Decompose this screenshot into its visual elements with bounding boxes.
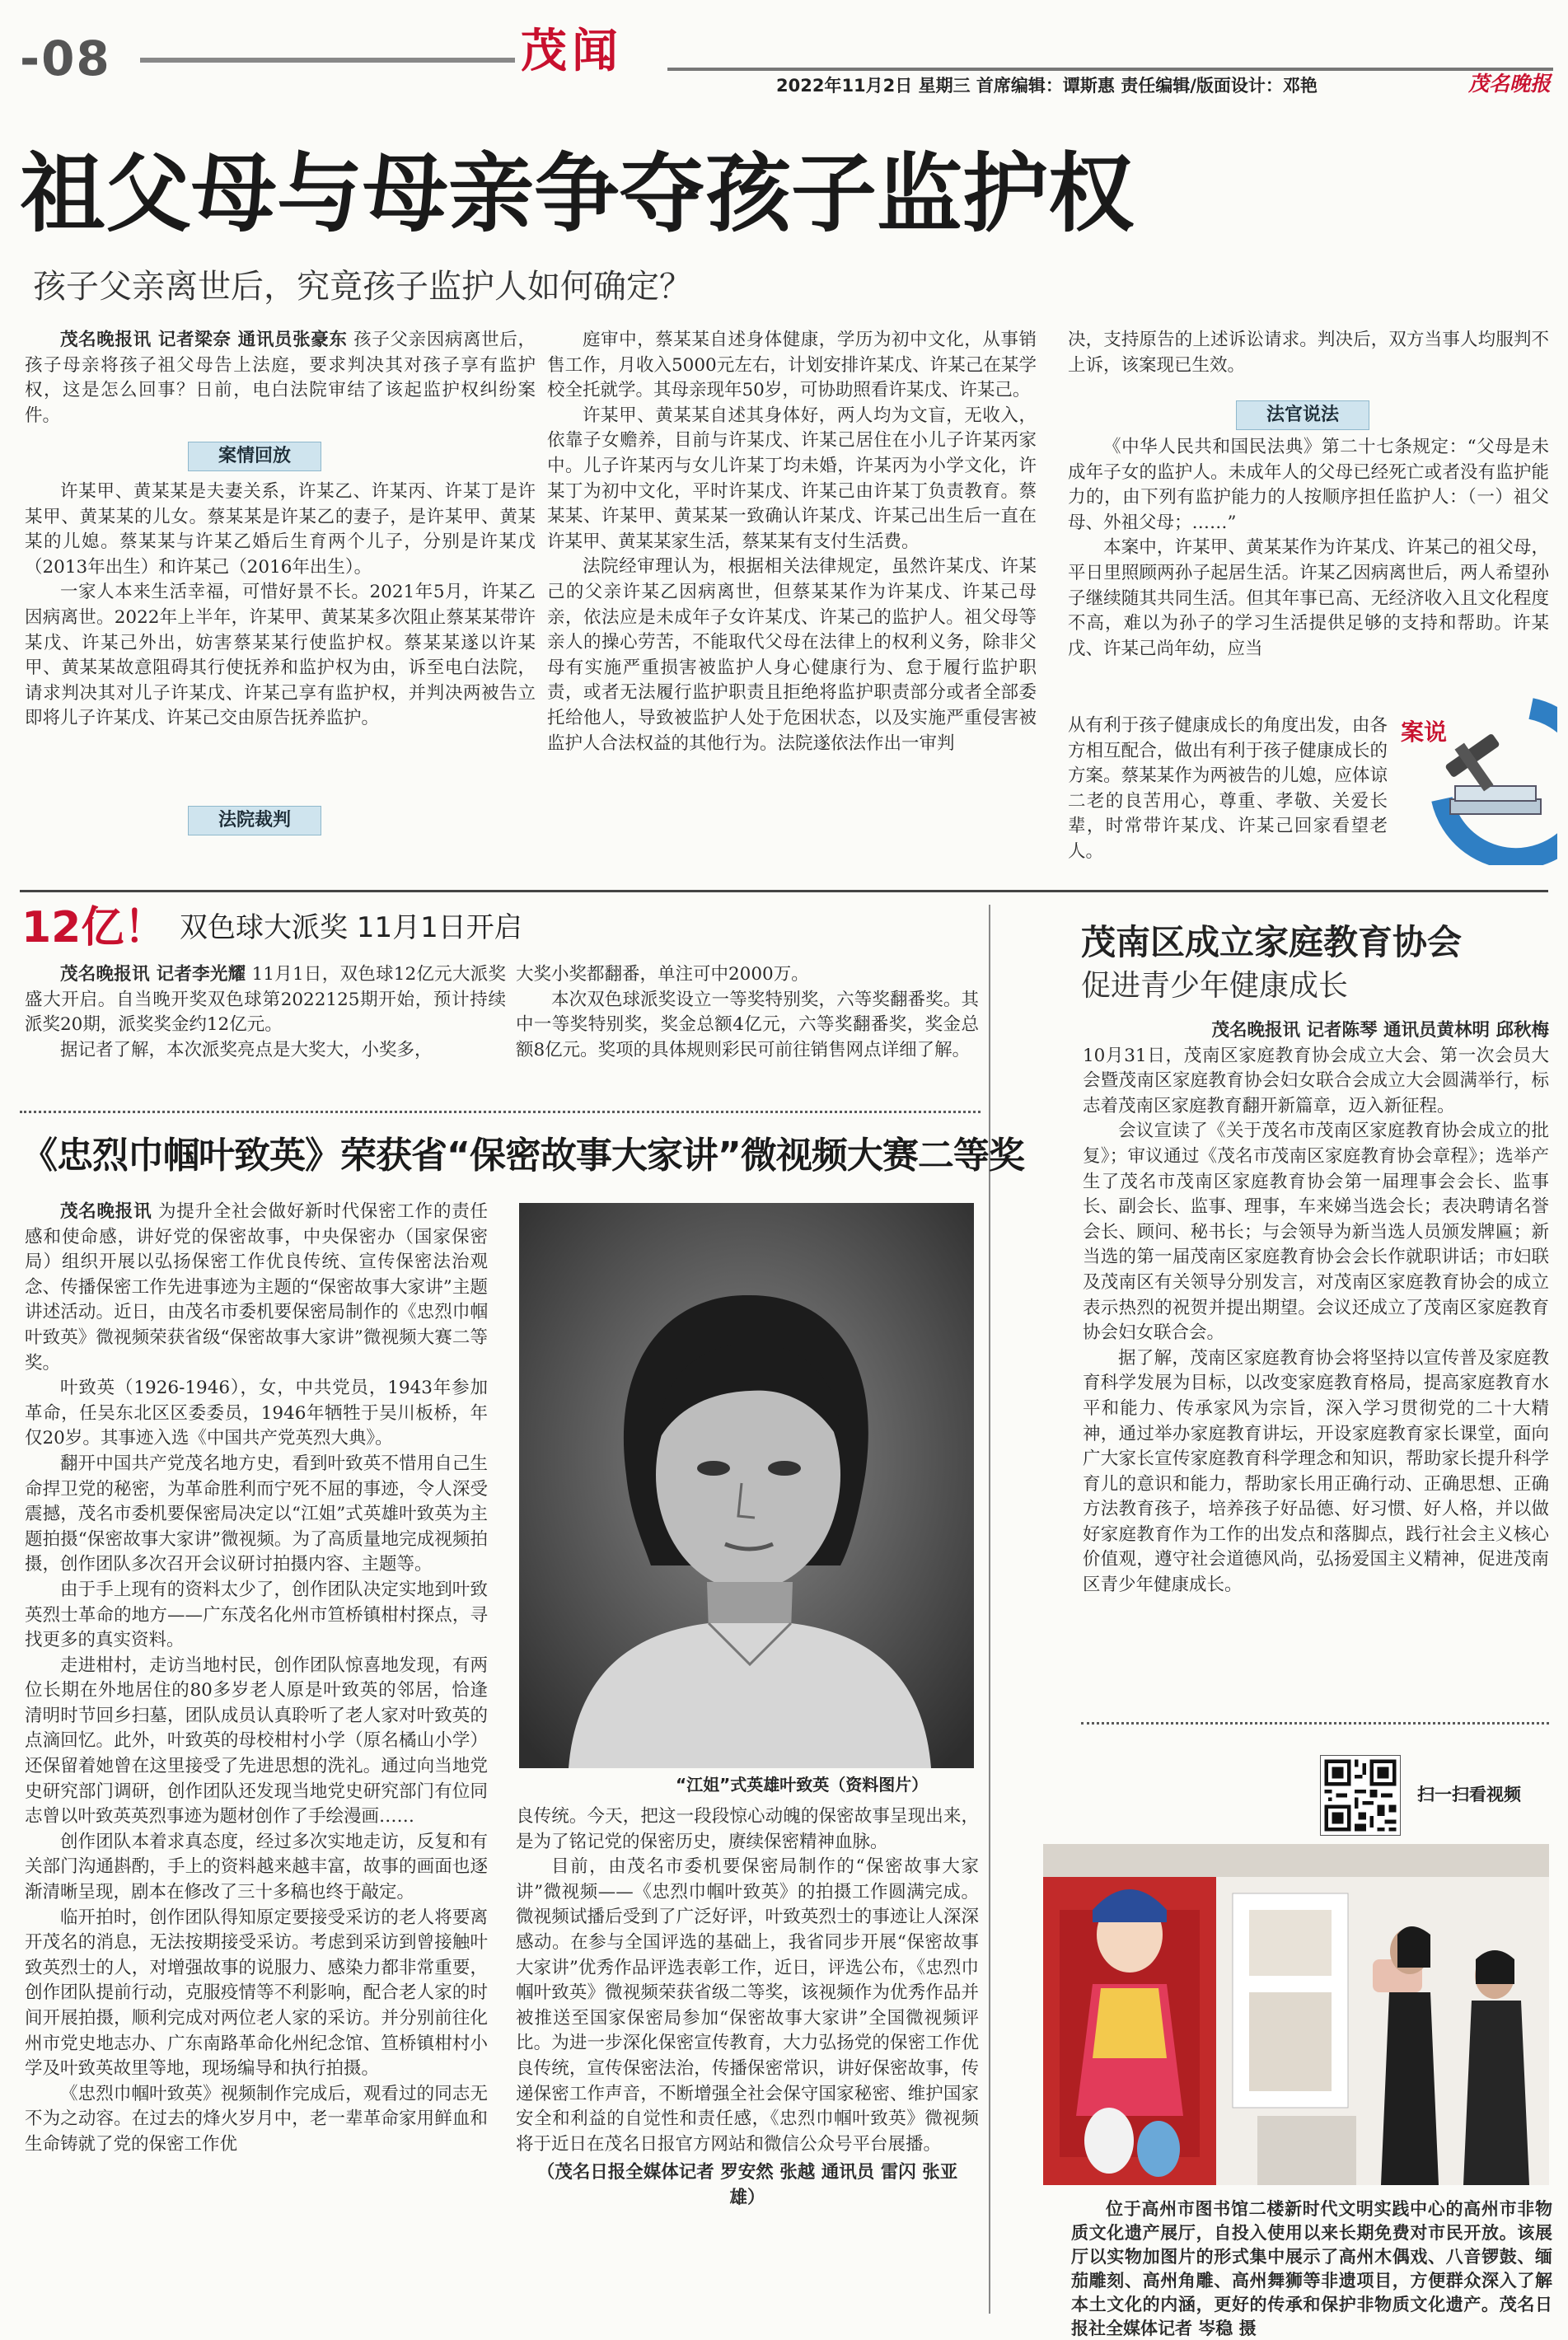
education-subtitle: 促进青少年健康成长 [1081,969,1349,1003]
paragraph: 11月1日，双色球12亿元大派奖盛大开启。自当晚开奖双色球第2022125期开始，预计持续派奖20期，派奖奖金约12亿元。 [25,964,506,1036]
icon-text: 案说 [1401,718,1448,746]
award-col1 [25,1200,488,2158]
education-body [1083,1018,1549,1598]
paragraph: 翻开中国共产党茂名地方史，看到叶致英不惜用自己生命捍卫党的秘密，为革命胜利而宁死不屈的事迹，令人深受震撼，茂名市委机要保密局决定以“江姐”式英雄叶致英为主题拍摄“保密故事大家讲”微视频。为了高质量地完成视频拍摄，创作团队多次召开会议研讨拍摄内容、主题等。 [25,1453,488,1575]
dotted-divider [20,1111,981,1113]
tag-court-ruling: 法院裁判 [188,806,321,835]
award-title: 《忠烈巾帼叶致英》荣获省“保密故事大家讲”微视频大赛二等奖 [21,1135,1024,1177]
lead-text: 孩子父亲因病离世后，孩子母亲将孩子祖父母告上法庭，要求判决其对孩子享有监护权，这是怎么回事？日前，电白法院审结了该起监护权纠纷案件。 [25,330,536,426]
paragraph: 良传统。今天，把这一段段惊心动魄的保密故事呈现出来，是为了铭记党的保密历史，赓续保密精神血脉。 [516,1806,979,1852]
paragraph: 法院经审理认为，根据相关法律规定，虽然许某戊、许某己的父亲许某乙因病离世，但蔡某某作为许某戊、许某己母亲，依法应是未成年子女许某戊、许某己的监护人。祖父母等亲人的操心劳苦，不能取代父母在法律上的权利义务，除非父母有实施严重损害被监护人身心健康行为、怠于履行监护职责，或者无法履行监护职责且拒绝将监护职责部分或者全部委托给他人，导致被监护人处于危困状态，以及实施严重侵害被监护人合法权益的其他行为。法院遂依法作出一审判 [547,556,1037,754]
headline-sub: 孩子父亲离世后，究竟孩子监护人如何确定？ [33,268,692,306]
paragraph: 10月31日，茂南区家庭教育协会成立大会、第一次会员大会暨茂南区家庭教育协会妇女联合会成立大会圆满举行，标志着茂南区家庭教育翻开新篇章，迈入新征程。 [1083,1045,1549,1116]
gavel-book-icon [1384,676,1557,865]
paragraph: 为提升全社会做好新时代保密工作的责任感和使命感，讲好党的保密故事，中央保密办（国家保密局）组织开展以弘扬保密工作优良传统、宣传保密法治观念、传播保密工作先进事迹为主题的“保密故事大家讲”主题讲述活动。近日，由茂名市委机要保密局制作的《忠烈巾帼叶致英》微视频荣获省级“保密故事大家讲”微视频大赛二等奖。 [25,1201,488,1374]
article1-col2 [547,328,1037,756]
paragraph: 决，支持原告的上述诉讼请求。判决后，双方当事人均服判不上诉，该案现已生效。 [1068,330,1549,376]
article1-col1-b [25,480,536,732]
education-title: 茂南区成立家庭教育协会 [1081,922,1463,962]
section-divider-1 [20,890,1548,892]
paragraph: 走进柑村，走访当地村民，创作团队惊喜地发现，有两位长期在外地居住的80多岁老人原是叶致英的邻居，恰逢清明时节回乡扫墓，团队成员认真聆听了老人家对叶致英的点滴回忆。此外，叶致英的母校柑村小学（原名橘山小学）还保留着她曾在这里接受了先进思想的洗礼。通过向当地党史研究部门调研，创作团队还发现当地党史研究部门有位同志曾以叶致英英烈事迹为题材创作了手绘漫画…… [25,1654,488,1828]
header-rule-right [667,68,1553,71]
byline: 茂名晚报讯 [60,1201,152,1222]
exhibition-photo [1043,1844,1549,2185]
section-label: 茂闻 [521,24,623,78]
lottery-big: 12亿！ [21,903,167,952]
paragraph: 本案中，许某甲、黄某某作为许某戊、许某己的祖父母，平日里照顾两孙子起居生活。许某乙因病离世后，两人希望孙子继续随其共同生活。但其年事已高、无经济收入且文化程度不高，难以为孙子的学习生活提供足够的支持和帮助。许某戊、许某己尚年幼，应当 [1068,537,1549,659]
lottery-col2 [516,962,979,1063]
award-col2 [516,1804,979,2211]
paragraph: 目前，由茂名市委机要保密局制作的“保密故事大家讲”微视频——《忠烈巾帼叶致英》的拍摄工作圆满完成。微视频试播后受到了广泛好评，叶致英烈士的事迹让人深深感动。在参与全国评选的基础上，我省同步开展“保密故事大家讲”优秀作品评选表彰工作，近日，评选公布，《忠烈巾帼叶致英》微视频荣获省级二等奖，该视频作为优秀作品并被推送至国家保密局参加“保密故事大家讲”全国微视频评比。为进一步深化保密宣传教育，大力弘扬党的保密工作优良传统，宣传保密法治，传播保密常识，讲好保密故事，传递保密工作声音，不断增强全社会保守国家秘密、维护国家安全和利益的自觉性和责任感，《忠烈巾帼叶致英》微视频将于近日在茂名日报官方网站和微信公众号平台展播。 [516,1856,979,2155]
headline-main: 祖父母与母亲争夺孩子监护权 [20,143,1135,244]
paragraph: 一家人本来生活幸福，可惜好景不长。2021年5月，许某乙因病离世。2022年上半年，许某甲、黄某某多次阻止蔡某某带许某戊、许某己外出，妨害蔡某某行使监护权。蔡某某遂以许某甲、黄某某故意阻碍其行使抚养和监护权为由，诉至电白法院，请求判决其对儿子许某戊、许某己享有监护权，并判决两被告立即将儿子许某戊、许某己交由原告抚养监护。 [25,582,536,729]
article1-col3-b [1068,435,1549,662]
byline: 茂名晚报讯 记者梁奈 通讯员张豪东 [60,330,348,350]
paragraph: 从有利于孩子健康成长的角度出发，由各方相互配合，做出有利于孩子健康成长的方案。蔡某某作为两被告的儿媳，应体谅二老的良苦用心，尊重、孝敬、关爱长辈，时常带许某戊、许某己回家看望老人。 [1068,715,1388,862]
portrait-photo [519,1203,974,1768]
paragraph: 据记者了解，本次派奖亮点是大奖大，小奖多， [60,1039,433,1060]
lottery-title: 双色球大派奖 11月1日开启 [180,911,522,944]
paragraph: 叶致英（1926-1946），女，中共党员，1943年参加革命，任吴东北区区委委员，1946年牺牲于吴川板桥，年仅20岁。其事迹入选《中国共产党英烈大典》。 [25,1378,488,1449]
dotted-divider [1081,1722,1549,1725]
tag-case-review: 案情回放 [188,442,321,471]
page-number: -08 [20,30,111,87]
paragraph: 创作团队本着求真态度，经过多次实地走访，反复和有关部门沟通斟酌，手上的资料越来越丰富，故事的画面也逐渐清晰呈现，剧本在修改了三十多稿也终于敲定。 [25,1831,488,1903]
vertical-divider [989,905,990,2314]
paragraph: 庭审中，蔡某某自述身体健康，学历为初中文化，从事销售工作，月收入5000元左右，计划安排许某戊、许某己在某学校全托就学。其母亲现年50岁，可协助照看许某戊、许某己。 [547,330,1037,401]
qr-label: 扫一扫看视频 [1417,1785,1521,1804]
tag-judge-says: 法官说法 [1236,400,1369,430]
paragraph: 位于高州市图书馆二楼新时代文明实践中心的高州市非物质文化遗产展厅，自投入使用以来长期免费对市民开放。该展厅以实物加图片的形式集中展示了高州木偶戏、八音锣鼓、缅茄雕刻、高州角雕、高州舞狮等非遗项目，方便群众深入了解本土文化的内涵，更好的传承和保护非物质文化遗产。茂名日报社全媒体记者 岑稳 摄 [1071,2198,1552,2338]
byline: 茂名晚报讯 记者陈琴 通讯员黄林明 邱秋梅 [1211,1020,1549,1041]
paragraph: 临开拍时，创作团队得知原定要接受采访的老人将要离开茂名的消息，无法按期接受采访。考虑到采访到曾接触叶致英烈士的人，对增强故事的说服力、感染力都非常重要，创作团队提前行动，克服疫情等不利影响，配合老人家的时间开展拍摄，顺利完成对两位老人家的采访。并分别前往化州市党史地志办、广东南路革命化州纪念馆、笪桥镇柑村小学及叶致英故里等地，现场编导和执行拍摄。 [25,1907,488,2080]
paragraph: 《忠烈巾帼叶致英》视频制作完成后，观看过的同志无不为之动容。在过去的烽火岁月中，老一辈革命家用鲜血和生命铸就了党的保密工作优 [25,2083,488,2155]
paper-logo: 茂名晚报 [1468,72,1552,96]
paragraph: 大奖小奖都翻番，单注可中2000万。 [516,964,809,985]
header-rule-left [140,58,515,63]
paragraph: 据了解，茂南区家庭教育协会将坚持以宣传普及家庭教育科学发展为目标，以改变家庭教育格局，提高家庭教育水平和能力、传承家风为宗旨，深入学习贯彻党的二十大精神，通过举办家庭教育讲坛，开设家庭教育家长课堂，面向广大家长宣传家庭教育科学理念和知识，帮助家长提升科学育儿的意识和能力，帮助家长用正确行动、正确思想、正确方法教育孩子，培养孩子好品德、好习惯、好人格，并以做好家庭教育作为工作的出发点和落脚点，践行社会主义核心价值观，遵守社会道德风尚，弘扬爱国主义精神，促进茂南区青少年健康成长。 [1083,1347,1549,1596]
paragraph: 由于手上现有的资料太少了，创作团队决定实地到叶致英烈士革命的地方——广东茂名化州市笪桥镇柑村探点，寻找更多的真实资料。 [25,1579,488,1651]
paragraph: 《中华人民共和国民法典》第二十七条规定：“父母是未成年子女的监护人。未成年人的父母已经死亡或者没有监护能力的，由下列有监护能力的人按顺序担任监护人：（一）祖父母、外祖父母；……” [1068,437,1549,533]
paragraph: 许某甲、黄某某自述其身体好，两人均为文盲，无收入，依靠子女赡养，目前与许某戊、许某己居住在小儿子许某丙家中。儿子许某丙与女儿许某丁均未婚，许某丙为小学文化，许某丁为初中文化，平时许某戊、许某己由许某丁负责教育。蔡某某、许某甲、黄某某一致确认许某戊、许某己出生后一直在许某甲、黄某某家生活，蔡某某有支付生活费。 [547,405,1037,552]
paragraph: 许某甲、黄某某是夫妻关系，许某乙、许某丙、许某丁是许某甲、黄某某的儿女。蔡某某是许某乙的妻子，是许某甲、黄某某的儿媳。蔡某某与许某乙婚后生育两个儿子，分别是许某戊（2013年出生）和许某己（2016年出生）。 [25,481,536,578]
article1-col3 [1068,328,1549,378]
portrait-caption: “江姐”式英雄叶致英（资料图片） [676,1775,929,1795]
header-info: 2022年11月2日 星期三 首席编辑：谭斯惠 责任编辑/版面设计：邓艳 [776,76,1318,96]
article1-col3-c [1068,714,1388,865]
qr-code[interactable] [1320,1755,1401,1836]
credit: （茂名日报全媒体记者 罗安然 张越 通讯员 雷闪 张亚雄） [536,2162,958,2208]
byline: 茂名晚报讯 记者李光耀 [60,964,246,985]
paragraph: 会议宣读了《关于茂名市茂南区家庭教育协会成立的批复》；审议通过《茂名市茂南区家庭教育协会章程》；选举产生了茂名市茂南区家庭教育协会第一届理事会会长、监事长、副会长、监事、理事，车来娣当选会长；表决聘请名誉会长、顾问、秘书长；与会领导为新当选人员颁发牌匾；新当选的第一届茂南区家庭教育协会会长作就职讲话；市妇联及茂南区有关领导分别发言，对茂南区家庭教育协会的成立表示热烈的祝贺并提出期望。会议还成立了茂南区家庭教育协会妇女联合会。 [1083,1121,1549,1344]
exhibition-caption [1071,2197,1552,2340]
lottery-col1 [25,962,506,1063]
paragraph: 本次双色球派奖设立一等奖特别奖，六等奖翻番奖。其中一等奖特别奖，奖金总额4亿元，六等奖翻番奖，奖金总额8亿元。奖项的具体规则彩民可前往销售网点详细了解。 [516,989,979,1060]
article1-col1 [25,328,536,428]
